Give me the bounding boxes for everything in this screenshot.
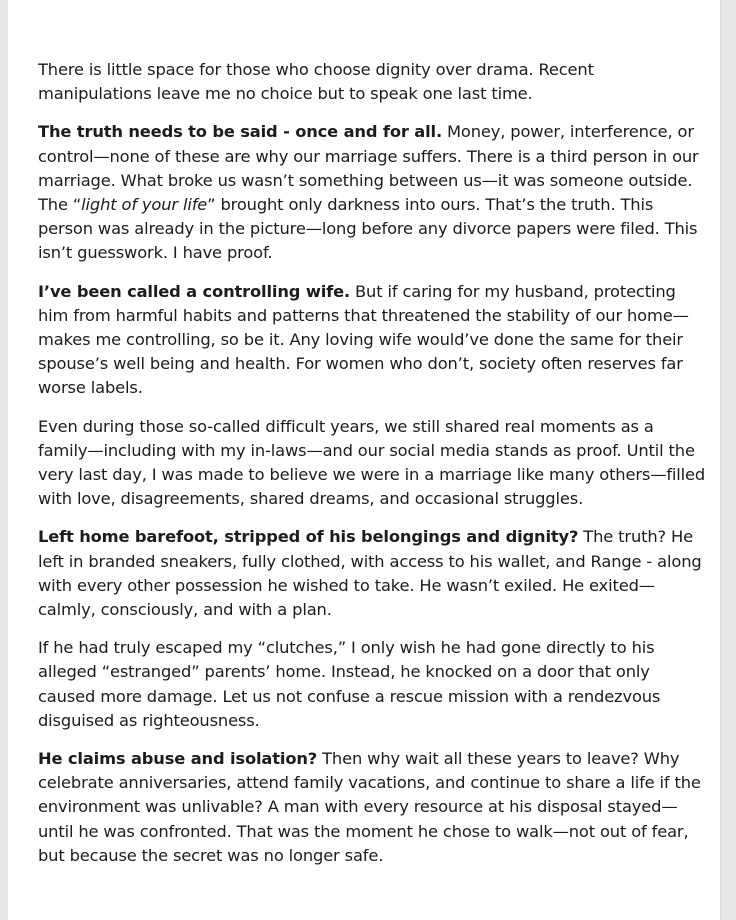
paragraph-lead: I’ve been called a controlling wife. [38, 281, 350, 301]
paragraph-text: There is little space for those who choose dignity over drama. Recent manipulations leave me no choice but to speak one last time. [38, 60, 594, 104]
paragraph-text: ” brought only darkness into ours. That’s the truth. This person was already in the picture—long before any divorce papers were filed. This isn’t guesswork. I have proof. [38, 195, 698, 263]
paragraph-2 [38, 120, 708, 265]
paragraph-6 [38, 636, 708, 733]
document-body [38, 58, 708, 882]
paragraph-text: If he had truly escaped my “clutches,” I only wish he had gone directly to his alleged “estranged” parents’ home. Instead, he knocked on a door that only caused more damage. Let us not confuse a rescue mission with a rendezvous disguised as righteousness. [38, 638, 661, 730]
paragraph-lead: The truth needs to be said - once and for all. [38, 122, 442, 142]
paragraph-emphasis: light of your life [81, 195, 208, 215]
paragraph-text: Then why wait all these years to leave? Why celebrate anniversaries, attend family vacations, and continue to share a life if the environment was unlivable? A man with every resource at his disposal stayed—until he was confronted. That was the moment he chose to walk—not out of fear, but because the secret was no longer safe. [38, 749, 701, 865]
paragraph-3 [38, 280, 708, 401]
paragraph-text: Even during those so-called difficult years, we still shared real moments as a family—including with my in-laws—and our social media stands as proof. Until the very last day, I was made to believe we were in a marriage like many others—filled with love, disagreements, shared dreams, and occasional struggles. [38, 416, 706, 509]
paragraph-text: Money, power, interference, or control—none of these are why our marriage suffers. There is a third person in our marriage. What broke us wasn’t something between us—it was someone outside. The “ [38, 122, 699, 215]
paragraph-lead: He claims abuse and isolation? [38, 749, 318, 769]
paragraph-text: But if caring for my husband, protecting him from harmful habits and patterns that threatened the stability of our home—makes me controlling, so be it. Any loving wife would’ve done the same for their spouse’s well being and health. For women who don’t, society often reserves far worse labels. [38, 281, 689, 398]
paragraph-1 [38, 58, 708, 106]
paragraph-7 [38, 747, 708, 868]
paragraph-4 [38, 415, 708, 512]
document-page [8, 0, 720, 920]
paragraph-lead: Left home barefoot, stripped of his belongings and dignity? [38, 527, 579, 547]
paragraph-5 [38, 525, 708, 622]
paragraph-text: The truth? He left in branded sneakers, fully clothed, with access to his wallet, and Range - along with every other possession he wished to take. He wasn’t exiled. He exited—calmly, consciously, and with a plan. [38, 527, 702, 620]
